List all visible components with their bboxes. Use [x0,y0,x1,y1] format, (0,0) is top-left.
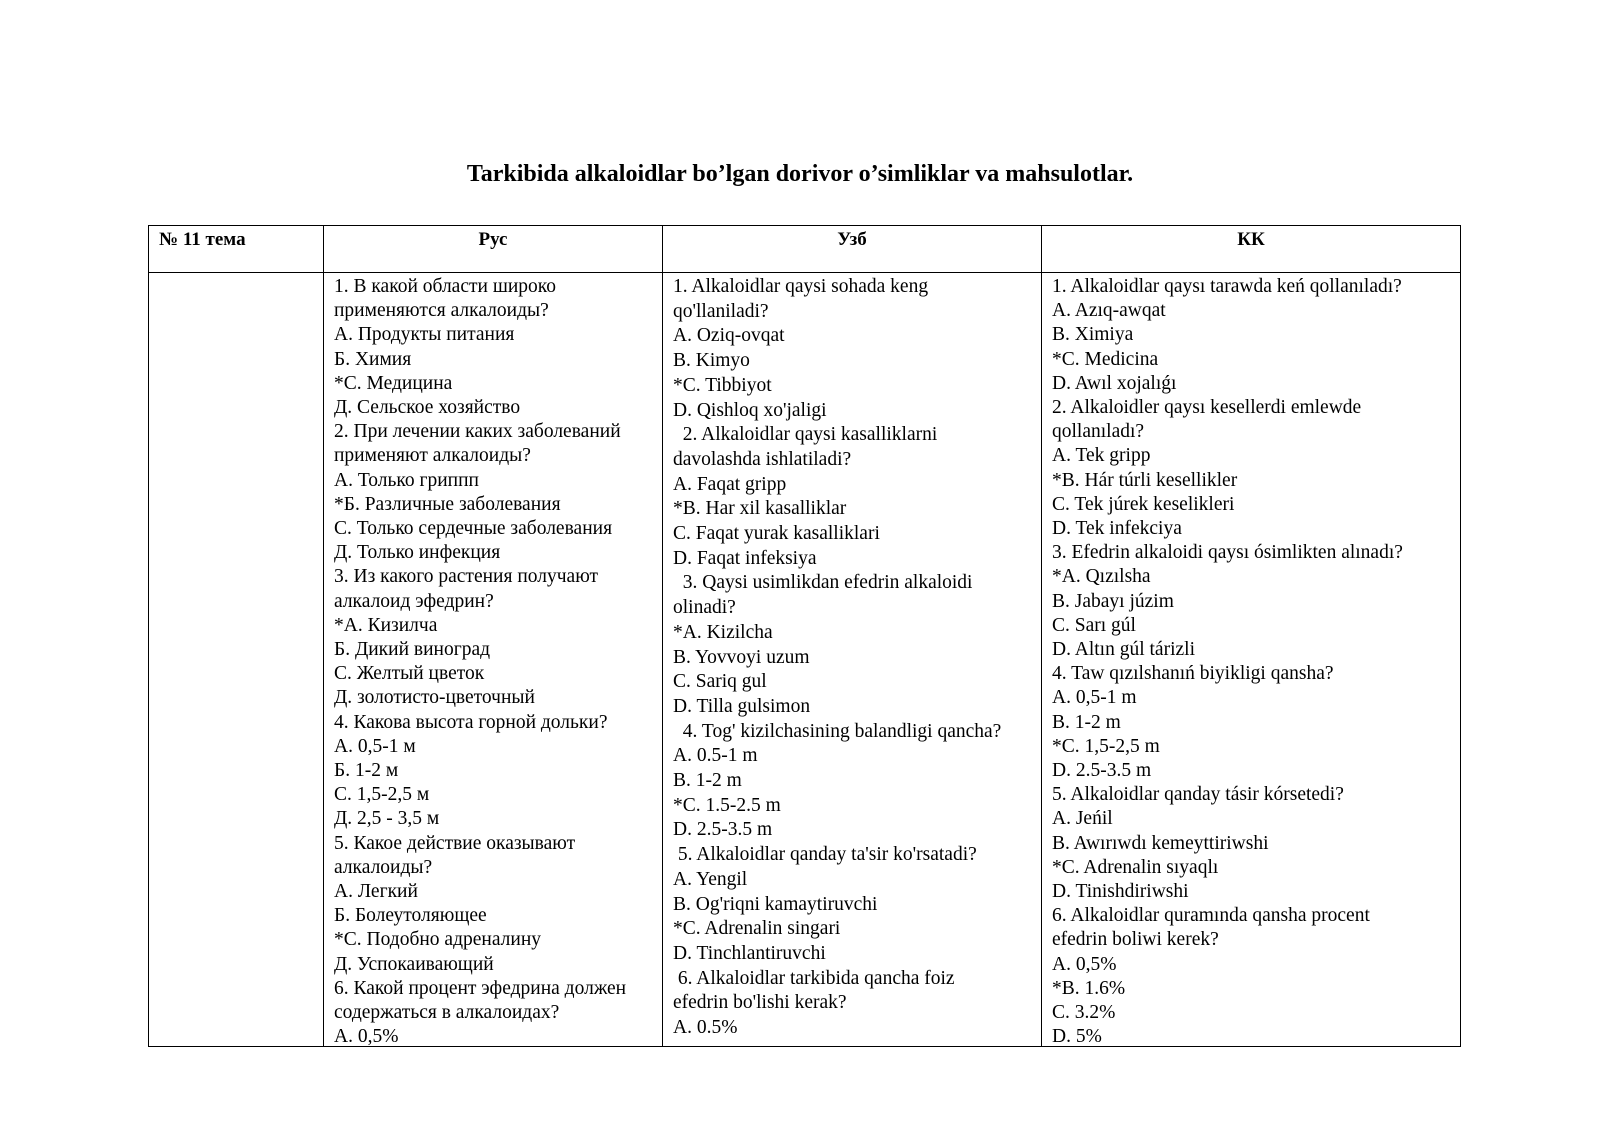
column-divider [323,226,324,1046]
question-line: *C. Подобно адреналину [334,929,542,951]
topic-cell [149,273,323,1046]
question-line: B. 1-2 m [673,770,742,792]
question-line: C. Желтый цветок [334,663,485,685]
question-line: C. Sariq gul [673,671,767,693]
question-line: содержаться в алкалоидах? [334,1002,560,1024]
question-line: efedrin boliwi kerek? [1052,929,1219,951]
question-line: применяют алкалоиды? [334,445,531,467]
question-line: применяются алкалоиды? [334,300,549,322]
question-line: C. 3.2% [1052,1002,1116,1024]
uzb-questions-cell [673,273,1039,1046]
question-line: Д. золотисто-цветочный [334,687,535,709]
question-line: 6. Alkaloidlar quramında qansha procent [1052,905,1370,927]
column-divider [1041,226,1042,1046]
question-line: B. 1-2 m [1052,711,1121,733]
question-line: C. 1,5-2,5 м [334,784,430,806]
question-line: D. Tilla gulsimon [673,695,811,717]
question-line: Б. Дикий виноград [334,639,491,661]
question-line: D. Tek infekciya [1052,518,1182,540]
question-line: C. Только сердечные заболевания [334,518,613,540]
question-line: 1. Alkaloidlar qaysı tarawda keń qollanıladı? [1052,276,1402,297]
question-line: 2. Alkaloidler qaysı kesellerdi emlewde [1052,397,1362,419]
question-line: 3. Из какого растения получают [334,566,599,588]
question-line: B. Awırıwdı kemeyttiriwshi [1052,832,1269,854]
question-line: A. Jeńil [1052,808,1113,830]
question-line: *B. Har xil kasalliklar [673,498,847,520]
question-line: D. Tinishdiriwshi [1052,881,1189,903]
header-rus: Рус [478,229,508,250]
column-divider [662,226,663,1046]
question-line: *C. Adrenalin singari [673,918,841,940]
header-kk: КК [1237,229,1265,250]
question-line: A. Faqat gripp [673,473,787,495]
question-line: 4. Какова высота горной дольки? [334,711,608,733]
question-line: B. Yovvoyi uzum [673,646,810,668]
question-line: 5. Alkaloidlar qanday tásir kórsetedi? [1052,784,1344,806]
question-line: Б. Болеутоляющее [334,905,487,927]
question-line: A. 0,5-1 м [334,735,416,757]
question-line: *C. Tibbiyot [673,374,772,396]
question-line: olinadi? [673,597,736,619]
question-line: алкалоид эфедрин? [334,590,494,612]
header-topic: № 11 тема [159,229,246,250]
quiz-table [148,225,1461,1047]
question-line: 4. Taw qızılshanıń biyikligi qansha? [1052,663,1334,685]
question-line: A. Продукты питания [334,324,515,346]
question-line: A. Только гриппп [334,469,479,491]
question-line: B. Ximiya [1052,324,1134,346]
question-line: *A. Qızılsha [1052,566,1151,588]
question-line: *B. Hár túrli kesellikler [1052,469,1238,491]
question-line: C. Faqat yurak kasalliklari [673,523,880,545]
question-line: 1. В какой области широко [334,276,557,297]
question-line: D. 2.5-3.5 m [673,819,773,841]
question-line: B. Kimyo [673,350,750,372]
question-line: 6. Какой процент эфедрина должен [334,977,627,999]
question-line: *A. Кизилча [334,614,438,636]
question-line: A. Tek gripp [1052,445,1151,467]
question-line: 6. Alkaloidlar tarkibida qancha foiz [673,967,955,989]
question-line: qollanıladı? [1052,421,1145,443]
question-line: davolashda ishlatiladi? [673,448,852,470]
question-line: *C. Adrenalin sıyaqlı [1052,856,1219,878]
question-line: A. 0,5% [334,1026,399,1046]
question-line: 5. Alkaloidlar qanday ta'sir ko'rsatadi? [673,844,977,866]
question-line: Д. 2,5 - 3,5 м [334,808,440,830]
question-line: B. Jabayı júzim [1052,590,1174,612]
question-line: efedrin bo'lishi kerak? [673,992,847,1014]
question-line: A. 0,5% [1052,953,1117,975]
kk-questions-cell [1052,273,1458,1046]
question-line: Д. Только инфекция [334,542,501,564]
question-line: 5. Какое действие оказывают [334,832,576,854]
question-line: B. Og'riqni kamaytiruvchi [673,893,878,915]
question-line: *A. Kizilcha [673,621,773,643]
question-line: A. Yengil [673,868,748,890]
question-line: D. Qishloq xo'jaligi [673,399,827,421]
header-uzb: Узб [837,229,867,250]
document-title: Tarkibida alkaloidlar bo’lgan dorivor o’simliklar va mahsulotlar. [466,161,1134,187]
question-line: C. Tek júrek keselikleri [1052,493,1235,515]
question-line: D. Awıl xojalıǵı [1052,372,1177,394]
question-line: алкалоиды? [334,856,433,878]
question-line: A. Легкий [334,881,418,903]
question-line: A. Azıq-awqat [1052,300,1166,322]
question-line: Д. Успокаивающий [334,953,494,975]
question-line: Б. Химия [334,348,412,370]
question-line: D. Tinchlantiruvchi [673,942,826,964]
question-line: *C. Медицина [334,372,453,394]
question-line: *Б. Различные заболевания [334,493,561,515]
rus-questions-cell [334,273,660,1046]
question-line: 2. Alkaloidlar qaysi kasalliklarni [673,424,938,446]
question-line: D. 5% [1052,1026,1102,1046]
question-line: Д. Сельское хозяйство [334,397,521,419]
question-line: D. Faqat infeksiya [673,547,817,569]
question-line: A. 0.5-1 m [673,745,758,767]
question-line: D. 2.5-3.5 m [1052,760,1152,782]
question-line: *C. 1,5-2,5 m [1052,735,1160,757]
question-line: 3. Efedrin alkaloidi qaysı ósimlikten alınadı? [1052,542,1403,564]
question-line: Б. 1-2 м [334,760,399,782]
question-line: 3. Qaysi usimlikdan efedrin alkaloidi [673,572,973,594]
question-line: 2. При лечении каких заболеваний [334,421,621,443]
question-line: D. Altın gúl tárizli [1052,639,1195,661]
question-line: *C. 1.5-2.5 m [673,794,781,816]
question-line: 4. Tog' kizilchasining balandligi qancha? [673,720,1002,742]
question-line: *B. 1.6% [1052,977,1126,999]
question-line: *C. Medicina [1052,348,1159,370]
question-line: C. Sarı gúl [1052,614,1136,636]
question-line: A. 0,5-1 m [1052,687,1137,709]
question-line: A. 0.5% [673,1017,738,1039]
question-line: 1. Alkaloidlar qaysi sohada keng [673,276,929,297]
question-line: A. Oziq-ovqat [673,325,785,347]
question-line: qo'llaniladi? [673,300,769,322]
